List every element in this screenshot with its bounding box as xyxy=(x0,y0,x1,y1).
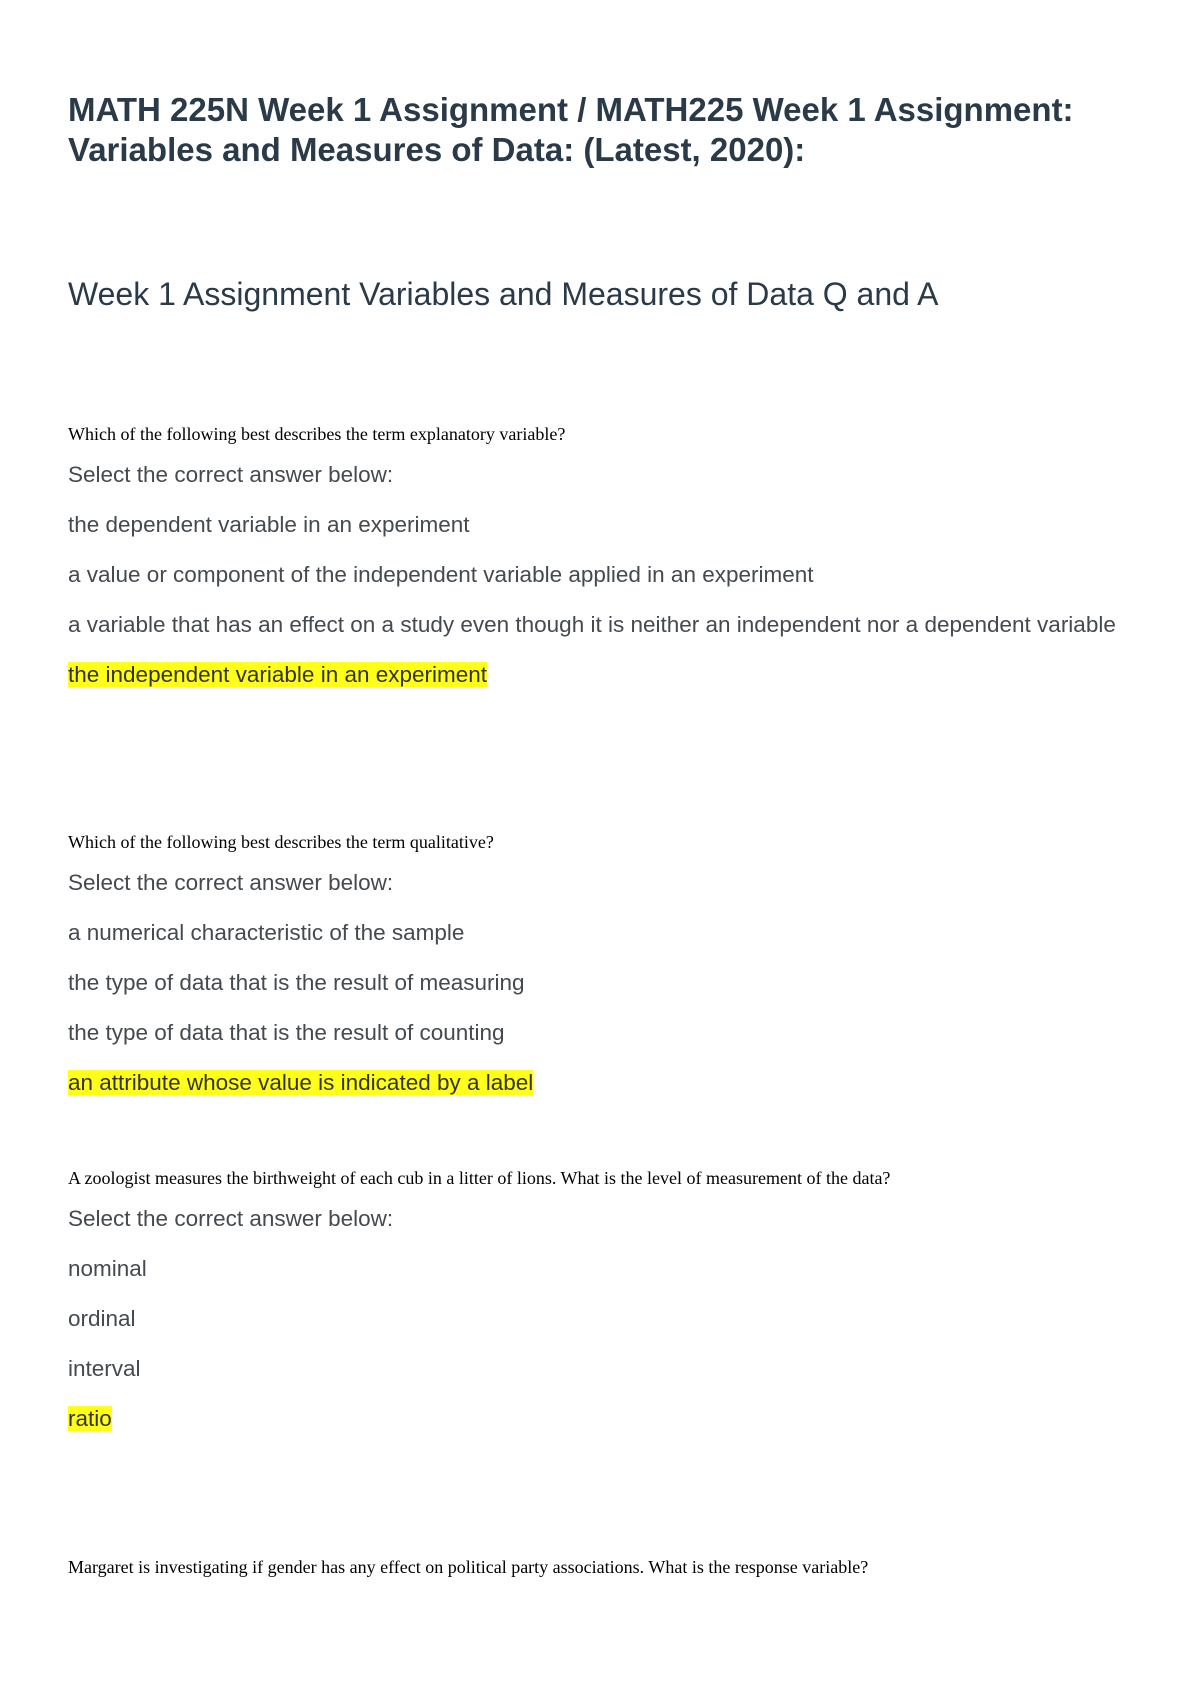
answer-option: interval xyxy=(68,1356,141,1381)
highlighted-answer: an attribute whose value is indicated by a label xyxy=(68,1070,534,1095)
answer-prompt: Select the correct answer below: xyxy=(68,462,394,487)
answer-option: a numerical characteristic of the sample xyxy=(68,920,465,945)
answer-option: nominal xyxy=(68,1256,147,1281)
question-text: Margaret is investigating if gender has any effect on political party associations. What is the response variable? xyxy=(68,1557,869,1577)
highlighted-answer: the independent variable in an experiment xyxy=(68,662,488,687)
question-text: Which of the following best describes the term explanatory variable? xyxy=(68,424,566,444)
question-text: A zoologist measures the birthweight of each cub in a litter of lions. What is the level of measurement of the data? xyxy=(68,1168,891,1188)
answer-option-correct xyxy=(68,661,1128,689)
answer-option-correct xyxy=(68,1405,1128,1433)
answer-option-correct xyxy=(68,1069,1128,1097)
document-content xyxy=(68,90,1128,1577)
answer-option: ordinal xyxy=(68,1306,136,1331)
answer-option: a value or component of the independent variable applied in an experiment xyxy=(68,562,814,587)
question-text: Which of the following best describes the term qualitative? xyxy=(68,832,494,852)
answer-prompt: Select the correct answer below: xyxy=(68,1206,394,1231)
page-title xyxy=(68,90,1128,170)
page-title-line-2: Variables and Measures of Data: (Latest, 2020): xyxy=(68,131,806,168)
answer-option: the dependent variable in an experiment xyxy=(68,512,470,537)
question-1 xyxy=(68,423,1128,711)
page-title-line-1: MATH 225N Week 1 Assignment / MATH225 Week 1 Assignment: xyxy=(68,91,1074,128)
highlighted-answer: ratio xyxy=(68,1406,112,1431)
question-2 xyxy=(68,831,1128,1119)
question-3 xyxy=(68,1167,1128,1455)
question-4 xyxy=(68,1556,1128,1594)
page-subtitle: Week 1 Assignment Variables and Measures of Data Q and A xyxy=(68,276,939,312)
answer-option: the type of data that is the result of counting xyxy=(68,1020,505,1045)
answer-option: a variable that has an effect on a study even though it is neither an independent nor a dependent variable xyxy=(68,612,1116,637)
answer-option: the type of data that is the result of measuring xyxy=(68,970,525,995)
answer-prompt: Select the correct answer below: xyxy=(68,870,394,895)
